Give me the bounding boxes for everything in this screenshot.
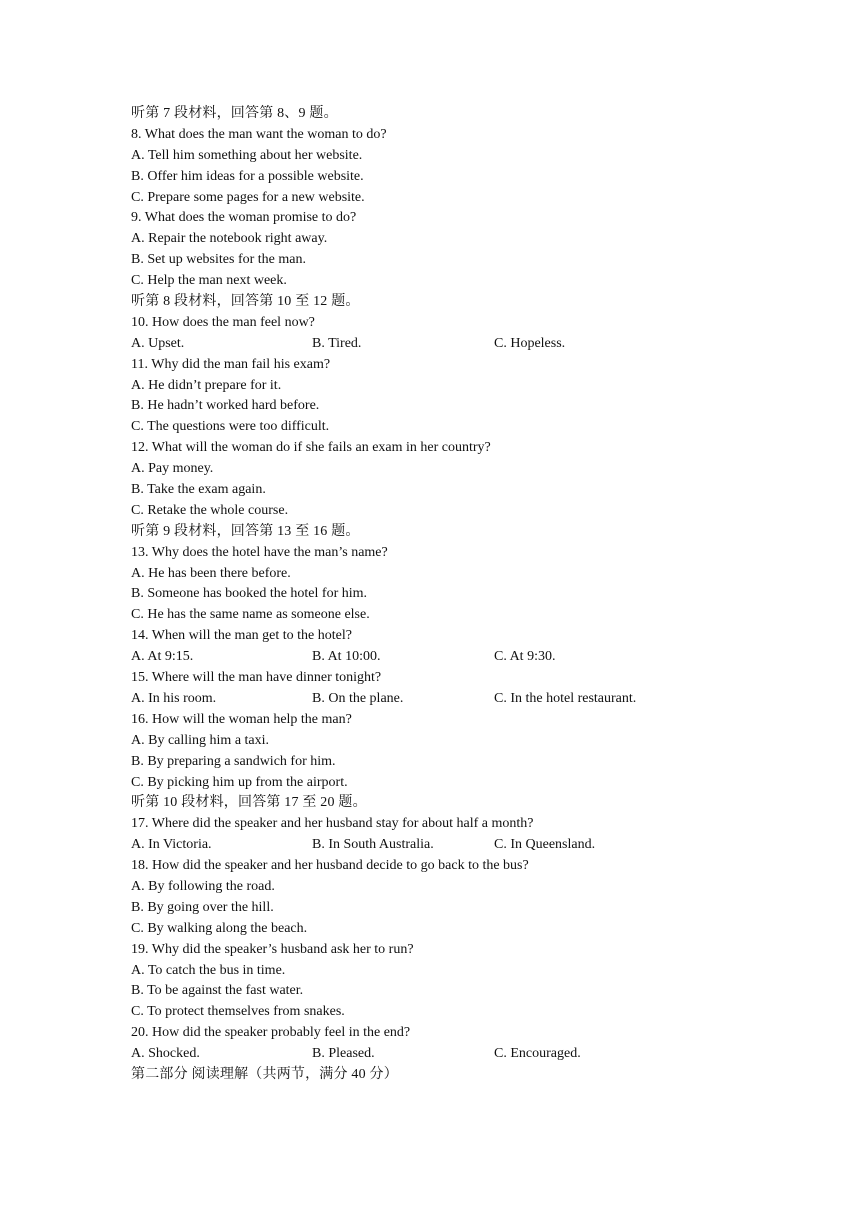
answer-option: B. Pleased.	[312, 1046, 375, 1062]
answer-option: B. Tired.	[312, 335, 362, 351]
answer-option: A. Pay money.	[131, 461, 214, 477]
question-stem: 20. How did the speaker probably feel in the end?	[131, 1025, 411, 1041]
answer-option: C. Encouraged.	[494, 1046, 581, 1062]
answer-options-row	[131, 647, 771, 668]
section-heading: 听第 9 段材料，回答第 13 至 16 题。	[131, 523, 360, 539]
answer-option: C. In Queensland.	[494, 837, 596, 853]
answer-option: A. By calling him a taxi.	[131, 732, 270, 748]
answer-option: C. He has the same name as someone else.	[131, 607, 370, 623]
section-heading: 听第 10 段材料，回答第 17 至 20 题。	[131, 795, 367, 811]
answer-option: B. In South Australia.	[312, 837, 434, 853]
question-stem: 9. What does the woman promise to do?	[131, 210, 357, 226]
question-stem: 16. How will the woman help the man?	[131, 711, 352, 727]
answer-option: B. At 10:00.	[312, 649, 381, 665]
answer-option: B. He hadn’t worked hard before.	[131, 398, 320, 414]
question-stem: 13. Why does the hotel have the man’s name?	[131, 544, 388, 560]
section-heading: 听第 8 段材料，回答第 10 至 12 题。	[131, 294, 360, 310]
answer-option: C. At 9:30.	[494, 649, 556, 665]
answer-option: C. By walking along the beach.	[131, 920, 308, 936]
answer-option: A. He didn’t prepare for it.	[131, 377, 282, 393]
section-heading: 第二部分 阅读理解（共两节，满分 40 分）	[131, 1066, 398, 1082]
answer-option: C. To protect themselves from snakes.	[131, 1004, 345, 1020]
answer-options-row	[131, 835, 771, 856]
answer-option: A. At 9:15.	[131, 649, 194, 665]
question-stem: 17. Where did the speaker and her husband stay for about half a month?	[131, 816, 534, 832]
answer-option: A. Tell him something about her website.	[131, 147, 363, 163]
answer-option: B. Someone has booked the hotel for him.	[131, 586, 368, 602]
answer-option: C. Retake the whole course.	[131, 502, 289, 518]
question-stem: 12. What will the woman do if she fails an exam in her country?	[131, 440, 491, 456]
answer-option: B. Take the exam again.	[131, 482, 266, 498]
answer-option: C. In the hotel restaurant.	[494, 690, 637, 706]
question-stem: 19. Why did the speaker’s husband ask her to run?	[131, 941, 414, 957]
answer-option: C. Prepare some pages for a new website.	[131, 189, 365, 205]
question-stem: 11. Why did the man fail his exam?	[131, 356, 331, 372]
answer-option: B. By preparing a sandwich for him.	[131, 753, 336, 769]
answer-options-row	[131, 334, 771, 355]
question-stem: 18. How did the speaker and her husband decide to go back to the bus?	[131, 858, 529, 874]
answer-option: B. By going over the hill.	[131, 899, 274, 915]
question-stem: 10. How does the man feel now?	[131, 314, 315, 330]
answer-option: A. He has been there before.	[131, 565, 291, 581]
answer-option: B. On the plane.	[312, 690, 404, 706]
question-stem: 15. Where will the man have dinner tonight?	[131, 670, 382, 686]
answer-option: B. Offer him ideas for a possible website.	[131, 168, 364, 184]
answer-option: B. Set up websites for the man.	[131, 252, 306, 268]
answer-option: A. By following the road.	[131, 878, 275, 894]
answer-option: A. Shocked.	[131, 1046, 200, 1062]
answer-option: A. To catch the bus in time.	[131, 962, 286, 978]
answer-option: C. By picking him up from the airport.	[131, 774, 348, 790]
answer-option: A. Repair the notebook right away.	[131, 231, 328, 247]
listening-questions	[131, 104, 771, 1086]
answer-option: B. To be against the fast water.	[131, 983, 304, 999]
answer-option: C. The questions were too difficult.	[131, 419, 330, 435]
answer-options-row	[131, 689, 771, 710]
section-heading: 听第 7 段材料，回答第 8、9 题。	[131, 106, 338, 121]
question-stem: 14. When will the man get to the hotel?	[131, 628, 352, 644]
answer-option: C. Help the man next week.	[131, 273, 287, 289]
answer-option: C. Hopeless.	[494, 335, 566, 351]
answer-options-row	[131, 1044, 771, 1065]
question-stem: 8. What does the man want the woman to do?	[131, 126, 387, 142]
answer-option: A. Upset.	[131, 335, 185, 351]
answer-option: A. In Victoria.	[131, 837, 212, 853]
answer-option: A. In his room.	[131, 690, 217, 706]
